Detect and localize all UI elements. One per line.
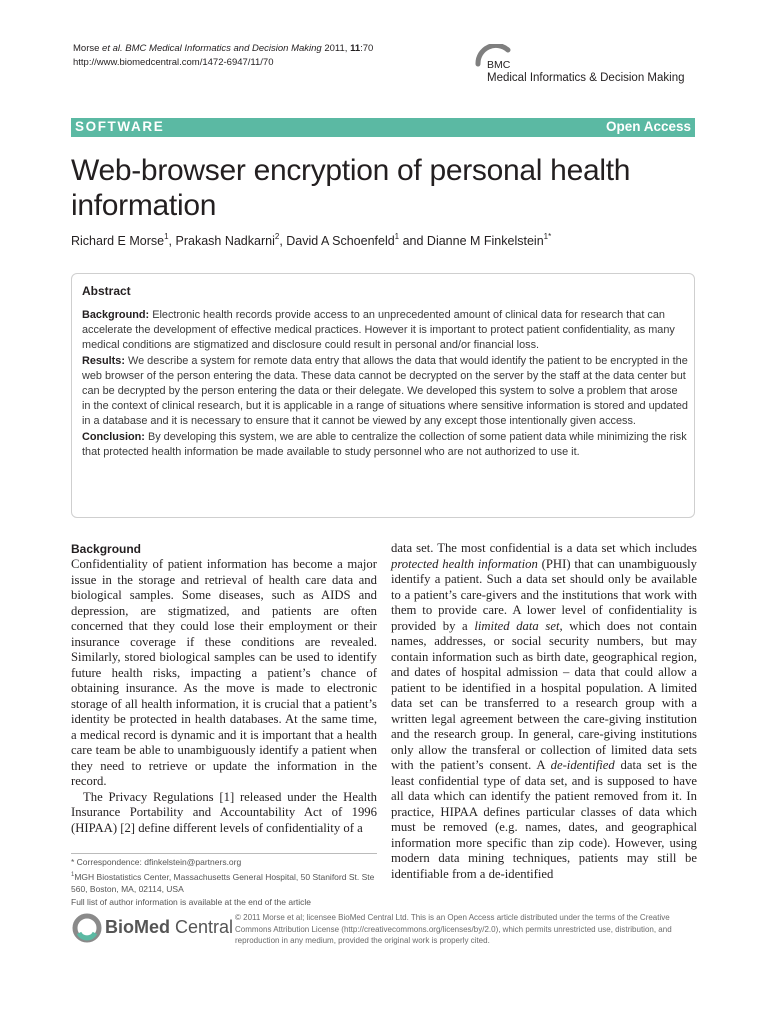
- article-title: Web-browser encryption of personal health information: [71, 154, 631, 222]
- open-access-label: Open Access: [605, 119, 691, 134]
- body-text: data set is the least confidential type of data set, and is supposed to have all data which can identify the patient removed from it. In practice, HIPAA defines particular classes of data which must be removed (e.g. names, dates, and geographical information more specific than zip code). However, using modern data mining techniques, patients may still be identifiable from a de-identified: [391, 758, 697, 881]
- section-label: SOFTWARE: [75, 119, 165, 134]
- abstract-results: [82, 354, 688, 429]
- abstract-label: Background:: [82, 309, 150, 321]
- cite-etal: et al.: [102, 43, 123, 54]
- footnotes: [71, 856, 381, 908]
- abstract-text: Electronic health records provide access to an unprecedented amount of clinical data for research that can accelerate the development of effective medical practices. However it is important to protect patient confidentiality, as many medical conditions are stigmatized and disclosure could result in personal and/or financial loss.: [82, 309, 675, 351]
- author-info-note: Full list of author information is available at the end of the article: [71, 896, 312, 907]
- author-affiliation: 1*: [543, 232, 552, 241]
- abstract-background: [82, 308, 688, 353]
- abstract-text: We describe a system for remote data entry that allows the data that would identify the patient to be encrypted in the web browser of the person entering the data. These data cannot be decrypted on the server by the staff at the data center but can be decrypted by the person entering the data or their delegate. We developed this system to solve a problem that arose in the context of clinical research, but it is applicable in a range of situations where sensitive information is stored and updated in a database and it is necessary to ensure that it cannot be viewed by any except those intentionally given access.: [82, 355, 688, 427]
- author-affiliation: 1: [164, 232, 169, 241]
- abstract-text: By developing this system, we are able to centralize the collection of some patient data while minimizing the risk that protected health information be made available to study personnel who are not authorized to use it.: [82, 431, 687, 458]
- body-term: de-identified: [550, 758, 615, 772]
- abstract-box: [71, 273, 695, 518]
- body-text: (PHI) that can unambiguously identify a patient. Such a data set should only be available to a patient’s care-givers and the institutions that work with them to provide care. A lower level of confidentiality is provided by a: [391, 556, 697, 633]
- abstract-label: Results:: [82, 355, 125, 367]
- author-name: Richard E Morse: [71, 234, 165, 248]
- logo-bmc: BMC: [487, 59, 511, 71]
- journal-logo: [474, 44, 704, 88]
- author-affiliation: 1: [394, 232, 400, 241]
- abstract-conclusion: [82, 430, 688, 460]
- cite-article: :70: [360, 43, 374, 54]
- biomed-central-logo: [71, 913, 234, 943]
- body-paragraph: [391, 541, 697, 882]
- biomed-swirl-icon: [71, 913, 103, 943]
- logo-bio: BioMed: [105, 917, 170, 937]
- cite-authors: Morse: [73, 43, 103, 54]
- body-term: protected health information: [391, 556, 538, 571]
- article-url[interactable]: http://www.biomedcentral.com/1472-6947/11/70: [73, 57, 274, 68]
- author-list: [71, 232, 551, 248]
- correspondence: * Correspondence: dfinkelstein@partners.org: [71, 857, 242, 867]
- citation-line: [73, 42, 373, 56]
- abstract-body: [82, 308, 688, 461]
- body-column-right: [391, 541, 697, 882]
- abstract-heading: Abstract: [82, 284, 131, 298]
- cite-journal: BMC Medical Informatics and Decision Making: [122, 43, 322, 54]
- author-name: , Prakash Nadkarni: [168, 234, 275, 248]
- cite-year: 2011,: [321, 43, 351, 54]
- section-bar: [71, 118, 695, 137]
- affiliation: [71, 869, 381, 896]
- author-name: , David A Schoenfeld: [279, 234, 395, 248]
- body-paragraph: Confidentiality of patient information has become a major issue in the storage and retrieval of health care data and biological samples. Some diseases, such as AIDS and depression, are stigmatized, and patients are often concerned that they could lose their employment or their insurance coverage if these conditions are revealed. Similarly, stored biological samples can be used to identify future health risks, impacting a patient’s chance of obtaining insurance. As the move is made to electronic storage of all health information, it is crucial that a patient’s identity be protected in health databases. At the same time, a medical record is dynamic and it is important that a health care team be able to unambiguously identify a patient when they need to retrieve or update the information in the record.: [71, 557, 377, 788]
- body-text: data set. The most confidential is a data set which includes: [391, 541, 697, 555]
- biomed-logo-text: [105, 917, 233, 938]
- author-name: and Dianne M Finkelstein: [399, 234, 544, 248]
- license-text: © 2011 Morse et al; licensee BioMed Central Ltd. This is an Open Access article distributed under the terms of the Creative Commons Attribution License (http://creativecommons.org/licenses/by/2.0), which permits unrestricted use, distribution, and reproduction in any medium, provided the original work is properly cited.: [235, 913, 672, 945]
- logo-journal-name: Medical Informatics & Decision Making: [487, 72, 685, 84]
- affiliation-text: MGH Biostatistics Center, Massachusetts General Hospital, 50 Staniford St. Ste 560, Boston, MA, 02114, USA: [71, 871, 375, 894]
- body-text: , which does not contain names, addresses, or social security numbers, but may contain information such as birth date, geographical region, and dates of hospital admission – data that could allow a patient to be identified in a hospital population. A limited data set can be transferred to a research group with a written legal agreement between the care-giving institution and the research group. In general, care-giving institutions only allow the transferal or collection of limited data sets with the patient’s consent. A: [391, 618, 698, 772]
- footnote-divider: [71, 853, 377, 854]
- section-heading: Background: [71, 542, 142, 556]
- cite-volume: 11: [350, 43, 361, 54]
- author-affiliation: 2: [274, 232, 280, 241]
- abstract-label: Conclusion:: [82, 431, 145, 443]
- body-column-left: [71, 541, 377, 836]
- logo-central: Central: [170, 917, 234, 937]
- body-term: limited data set: [474, 618, 560, 633]
- body-paragraph: The Privacy Regulations [1] released under the Health Insurance Portability and Accountability Act of 1996 (HIPAA) [2] define different levels of confidentiality of a: [71, 789, 377, 835]
- affiliation-number: 1: [71, 871, 75, 878]
- citation-header: [73, 42, 373, 70]
